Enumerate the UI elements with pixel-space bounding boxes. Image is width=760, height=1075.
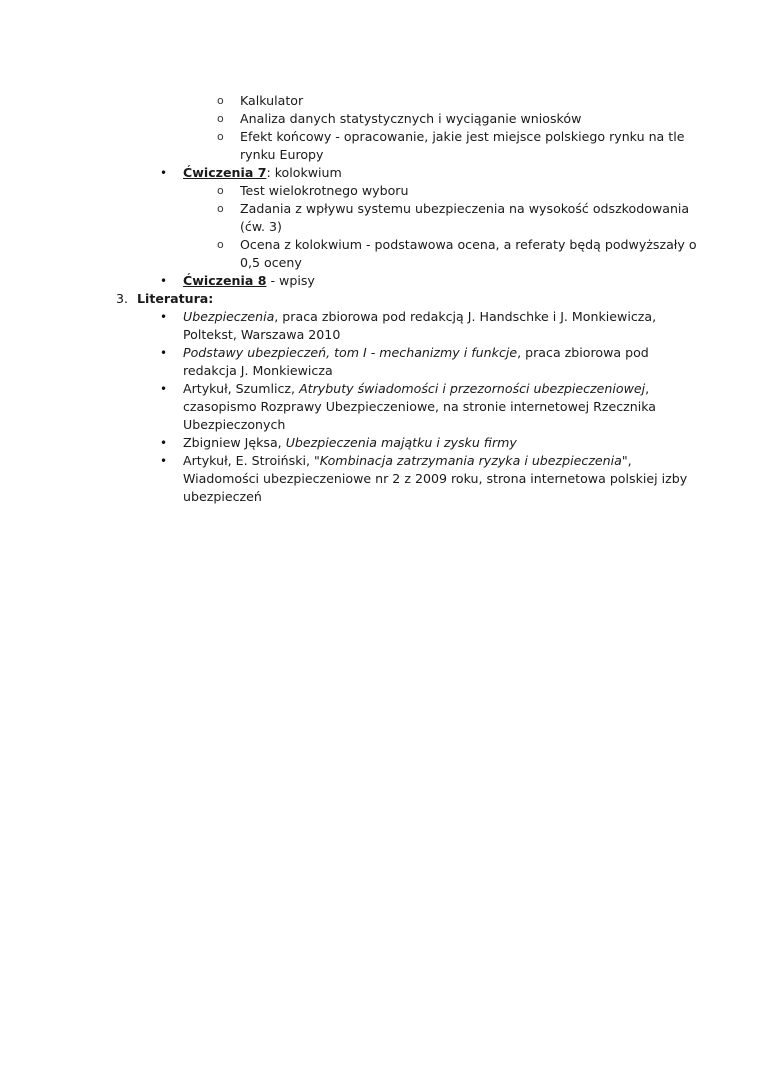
literature-text: , praca zbiorowa pod <box>517 345 649 360</box>
bullet-marker: • <box>160 310 168 324</box>
literature-item <box>183 452 632 470</box>
literature-item <box>183 344 649 362</box>
sub-list-item: Ocena z kolokwium - podstawowa ocena, a referaty będą podwyższały o <box>240 237 697 252</box>
literature-text: ", <box>621 453 632 468</box>
sub-bullet-marker: o <box>217 184 224 197</box>
literature-title: Podstawy ubezpieczeń, tom I - mechanizmy i funkcje <box>183 345 518 360</box>
sub-list-item: Analiza danych statystycznych i wyciąganie wniosków <box>240 111 582 126</box>
literature-text: Artykuł, Szumlicz, <box>183 381 300 396</box>
literature-text: , praca zbiorowa pod redakcją J. Handschke i J. Monkiewicza, <box>274 309 657 324</box>
sub-list-item: Efekt końcowy - opracowanie, jakie jest miejsce polskiego rynku na tle <box>240 129 685 144</box>
bullet-marker: • <box>160 454 168 468</box>
sub-bullet-marker: o <box>217 94 224 107</box>
sub-list-item-continuation: (ćw. 3) <box>240 219 282 234</box>
cw7-rest: : kolokwium <box>266 165 342 180</box>
sub-bullet-marker: o <box>217 130 224 143</box>
literature-item <box>183 308 656 326</box>
cw7-label: Ćwiczenia 7 <box>183 165 267 180</box>
literature-item-continuation: Ubezpieczonych <box>183 417 286 432</box>
sub-list-item-continuation: rynku Europy <box>240 147 324 162</box>
literature-item-continuation: czasopismo Rozprawy Ubezpieczeniowe, na stronie internetowej Rzecznika <box>183 399 657 414</box>
sub-bullet-marker: o <box>217 202 224 215</box>
section-title: Literatura: <box>137 291 214 306</box>
literature-title: Ubezpieczenia <box>183 309 275 324</box>
sub-bullet-marker: o <box>217 112 224 125</box>
literature-item-continuation: Wiadomości ubezpieczeniowe nr 2 z 2009 roku, strona internetowa polskiej izby <box>183 471 688 486</box>
literature-text: , <box>645 381 650 396</box>
literature-item-continuation: Poltekst, Warszawa 2010 <box>183 327 341 342</box>
sub-list-item: Test wielokrotnego wyboru <box>240 183 409 198</box>
list-item-cw8 <box>183 272 315 290</box>
literature-item-continuation: ubezpieczeń <box>183 489 262 504</box>
cw8-rest: - wpisy <box>266 273 315 288</box>
literature-text: Zbigniew Jęksa, <box>183 435 286 450</box>
bullet-marker: • <box>160 166 168 180</box>
section-number: 3. <box>116 291 129 306</box>
cw8-label: Ćwiczenia 8 <box>183 273 267 288</box>
bullet-marker: • <box>160 436 168 450</box>
literature-item <box>183 380 649 398</box>
sub-list-item-continuation: 0,5 oceny <box>240 255 302 270</box>
bullet-marker: • <box>160 346 168 360</box>
bullet-marker: • <box>160 382 168 396</box>
sub-list-item: Kalkulator <box>240 93 304 108</box>
literature-text: Artykuł, E. Stroiński, " <box>183 453 320 468</box>
list-item-cw7 <box>183 164 342 182</box>
literature-item <box>183 434 517 452</box>
sub-bullet-marker: o <box>217 238 224 251</box>
literature-item-continuation: redakcja J. Monkiewicza <box>183 363 333 378</box>
literature-title: Ubezpieczenia majątku i zysku firmy <box>285 435 517 450</box>
literature-title: Atrybuty świadomości i przezorności ubezpieczeniowej <box>299 381 646 396</box>
bullet-marker: • <box>160 274 168 288</box>
literature-title: Kombinacja zatrzymania ryzyka i ubezpieczenia <box>319 453 622 468</box>
sub-list-item: Zadania z wpływu systemu ubezpieczenia na wysokość odszkodowania <box>240 201 690 216</box>
